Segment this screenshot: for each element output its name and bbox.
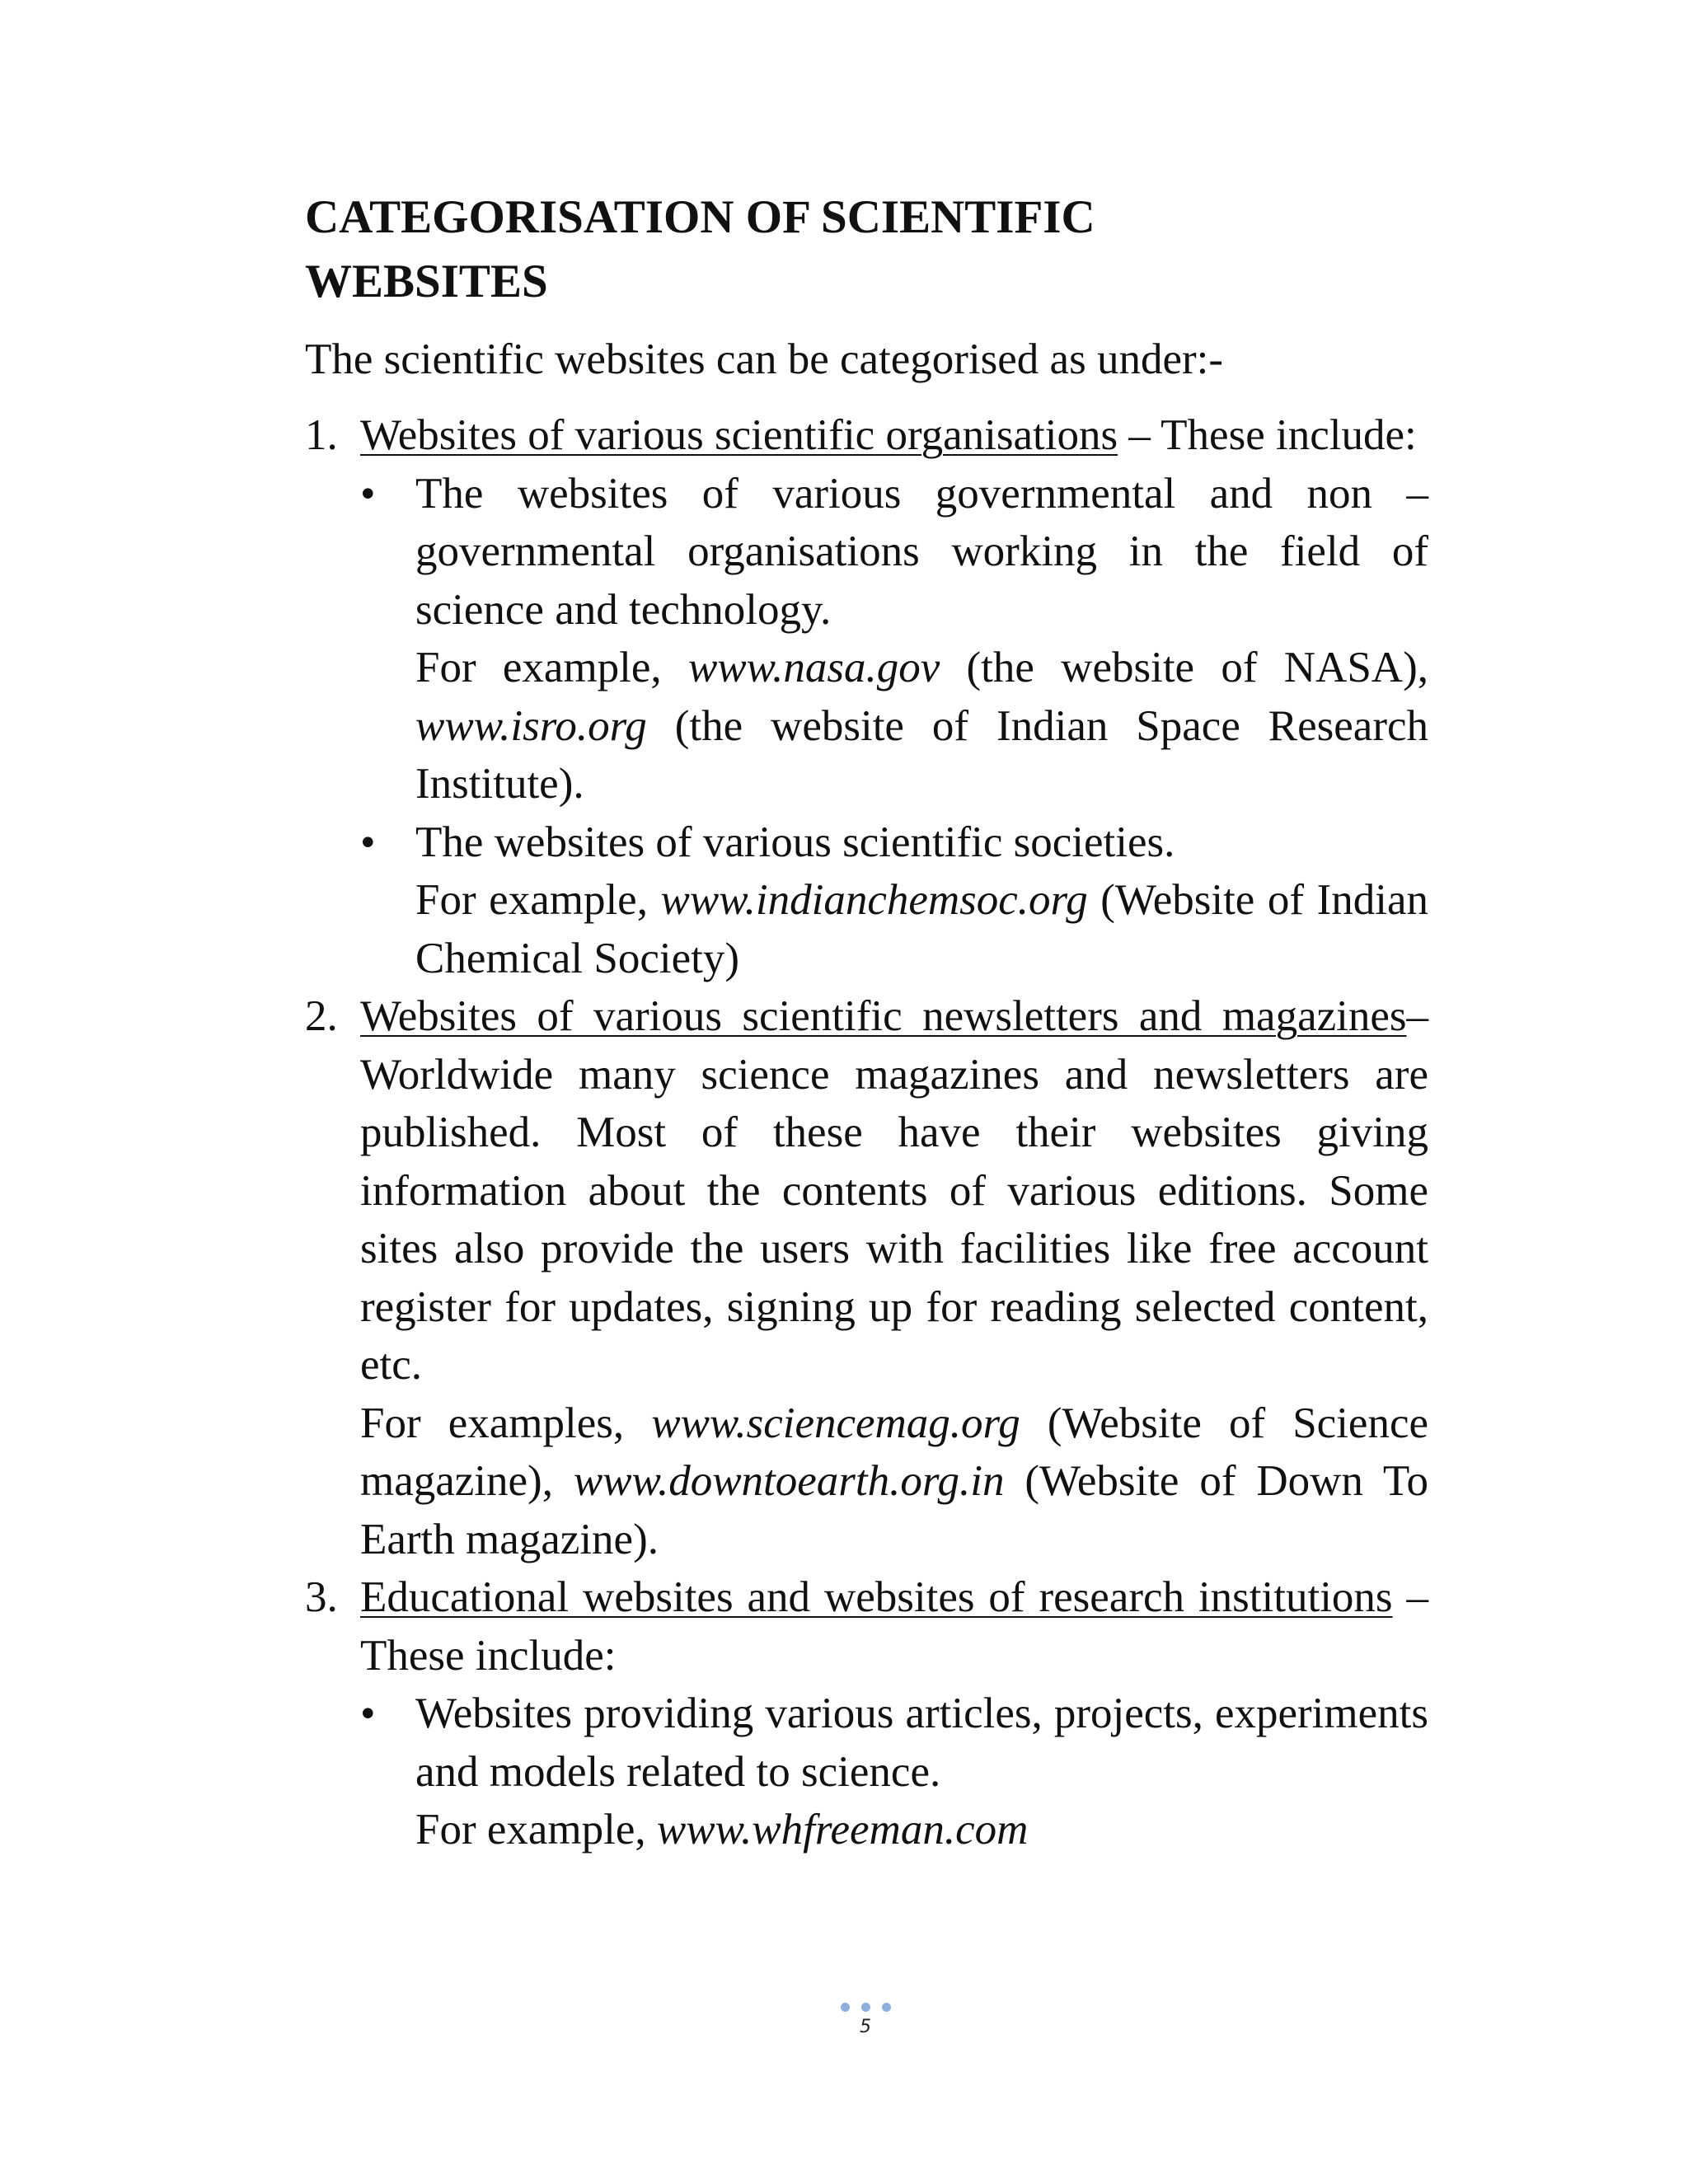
website-link[interactable]: www.downtoearth.org.in bbox=[573, 1457, 1005, 1505]
bullet-item bbox=[305, 465, 1428, 813]
example-text: For example, www.indianchemsoc.org (Website of Indian Chemical Society) bbox=[415, 876, 1428, 982]
example-text: For examples, www.sciencemag.org (Website of Science magazine), www.downtoearth.org.in (Website of Down To Earth magazine). bbox=[360, 1399, 1428, 1563]
footer-dots-icon bbox=[0, 2003, 1688, 2012]
bullet-item bbox=[305, 1685, 1428, 1859]
title-line-2: WEBSITES bbox=[305, 255, 548, 307]
item-text: – These include: bbox=[1118, 411, 1417, 459]
category-list bbox=[305, 406, 1428, 1859]
bullet-text: Websites providing various articles, projects, experiments and models related to science. bbox=[415, 1690, 1428, 1796]
list-item-2 bbox=[305, 987, 1428, 1568]
bullet-icon: • bbox=[360, 1690, 376, 1737]
page-title bbox=[305, 185, 1428, 314]
bullet-icon: • bbox=[360, 818, 376, 866]
page-footer bbox=[0, 2003, 1688, 2037]
document-page bbox=[305, 185, 1428, 1859]
bullet-icon: • bbox=[360, 469, 376, 518]
item-heading: Educational websites and websites of research institutions bbox=[360, 1573, 1393, 1621]
list-item-3 bbox=[305, 1568, 1428, 1685]
bullet-text: The websites of various governmental and non – governmental organisations working in the field of science and technology. bbox=[415, 469, 1428, 634]
website-link[interactable]: www.indianchemsoc.org bbox=[660, 876, 1088, 924]
item-heading: Websites of various scientific organisations bbox=[360, 411, 1118, 459]
title-line-1: CATEGORISATION OF SCIENTIFIC bbox=[305, 191, 1095, 243]
item-number: 2. bbox=[305, 992, 338, 1040]
website-link[interactable]: www.sciencemag.org bbox=[651, 1399, 1020, 1447]
list-item-1 bbox=[305, 406, 1428, 465]
bullet-item bbox=[305, 813, 1428, 988]
item-heading: Websites of various scientific newsletters and magazines bbox=[360, 992, 1407, 1040]
example-text: For example, www.whfreeman.com bbox=[415, 1806, 1029, 1854]
intro-text: The scientific websites can be categorised as under:- bbox=[305, 335, 1224, 383]
website-link[interactable]: www.isro.org bbox=[415, 701, 647, 750]
page-number: 5 bbox=[860, 2017, 871, 2037]
website-link[interactable]: www.whfreeman.com bbox=[656, 1806, 1029, 1854]
bullet-text: The websites of various scientific societies. bbox=[415, 818, 1175, 866]
item-number: 3. bbox=[305, 1573, 338, 1621]
item-number: 1. bbox=[305, 411, 338, 459]
example-text: For example, www.nasa.gov (the website of NASA), www.isro.org (the website of Indian Space Research Institute). bbox=[415, 644, 1428, 808]
item-text: – These include: bbox=[360, 1573, 1428, 1680]
item-text: – Worldwide many science magazines and newsletters are published. Most of these have their websites giving information about the contents of various editions. Some sites also provide the users with facilities like free account register for updates, signing up for reading selected content, etc. bbox=[360, 992, 1428, 1389]
website-link[interactable]: www.nasa.gov bbox=[687, 644, 940, 691]
